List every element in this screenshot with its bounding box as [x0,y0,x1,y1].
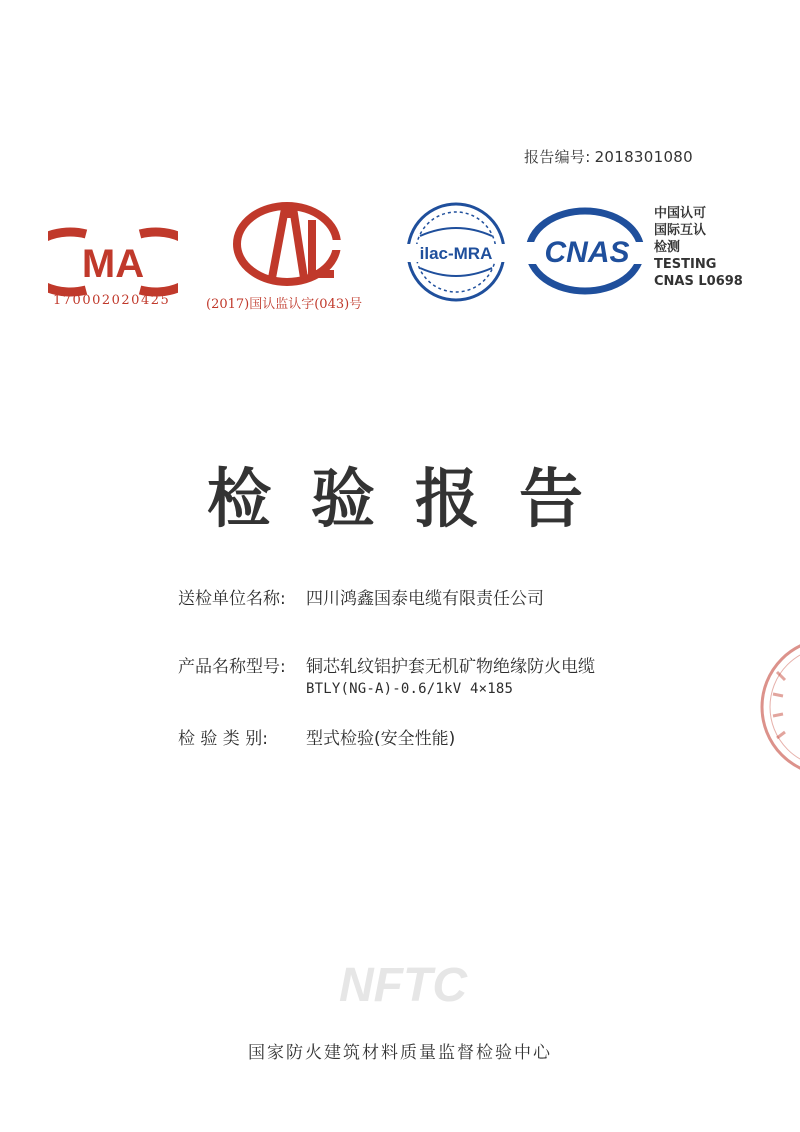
ilac-mra-logo [400,200,512,304]
cnas-logo [525,206,650,296]
nftc-watermark-text: NFTC [339,959,467,1012]
ilac-mra-text: ilac-MRA [419,244,493,263]
product-name: 铜芯轧纹铝护套无机矿物绝缘防火电缆 [306,657,595,677]
report-title: 检验报告 [207,463,623,537]
issuing-organization: 国家防火建筑材料质量监督检验中心 [248,1043,552,1063]
cnas-line: 检测 [654,240,681,255]
cnas-accreditation-text [654,205,743,290]
cnas-line: 国际互认 [654,223,707,238]
report-number-value: 2018301080 [594,148,693,166]
report-number-label: 报告编号: [524,148,591,166]
cma-code: 170002020425 [53,293,171,308]
cnas-logo-text: CNAS [544,236,630,269]
product-label: 产品名称型号: [178,657,286,677]
client-field [178,584,544,609]
cnas-line: 中国认可 [654,206,707,221]
nftc-watermark [318,955,488,1015]
official-seal-stamp [755,632,800,782]
cnas-line: CNAS L0698 [654,274,743,289]
test-type-label: 检 验 类 别: [178,729,268,749]
product-value [306,652,595,697]
cma-logo-text: MA [81,242,145,286]
cal-caption: (2017)国认监认字(043)号 [206,297,363,312]
product-field [178,652,595,697]
cnas-line: TESTING [654,257,717,272]
test-type-value: 型式检验(安全性能) [306,729,456,749]
client-value: 四川鸿鑫国泰电缆有限责任公司 [306,589,544,609]
test-type-field [178,724,455,749]
client-label: 送检单位名称: [178,589,286,609]
report-number [524,146,693,167]
product-model: BTLY(NG-A)-0.6/1kV 4×185 [306,681,514,697]
